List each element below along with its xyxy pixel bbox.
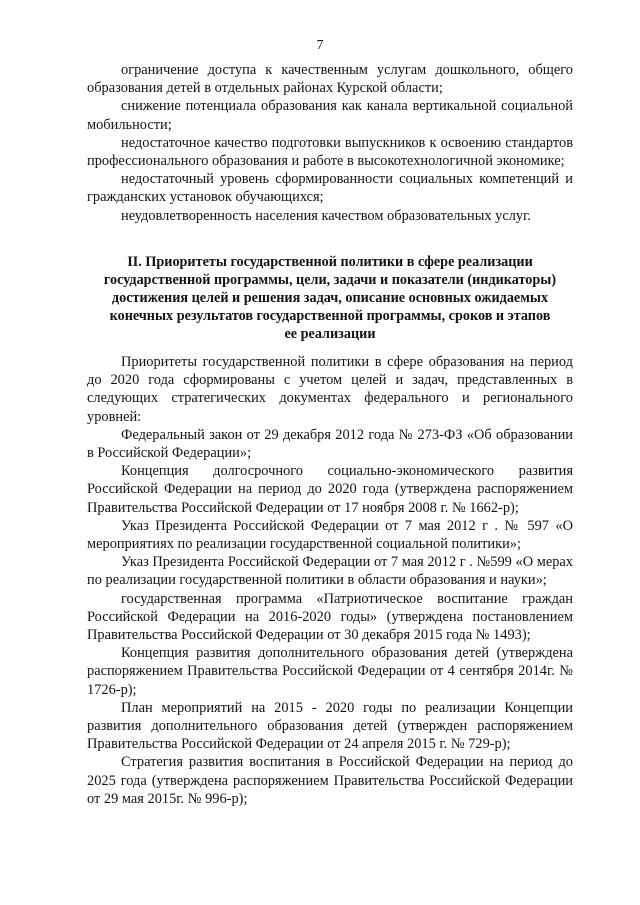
document-item: План мероприятий на 2015 - 2020 годы по реализации Концепции развития дополнительного образования детей (утвержден распоряжением Правительства Российской Федерации от 24 апреля 2015 г. № 729-р); — [87, 699, 573, 753]
section-heading — [98, 254, 562, 344]
section-heading-line: ее реализации — [284, 325, 376, 342]
problem-item: неудовлетворенность населения качеством образовательных услуг. — [121, 207, 531, 224]
document-item: Концепция долгосрочного социально-экономического развития Российской Федерации на период до 2020 года (утверждена распоряжением Правительства Российской Федерации от 17 ноября 2008 г. № 1662-р); — [87, 463, 573, 516]
problem-item: недостаточный уровень сформированности социальных компетенций и гражданских установок обучающихся; — [87, 171, 573, 206]
section-heading-line: достижения целей и решения задач, описание основных ожидаемых — [111, 289, 549, 306]
problem-item: снижение потенциала образования как канала вертикальной социальной мобильности; — [87, 98, 573, 133]
section-heading-line: государственной программы, цели, задачи и показатели (индикаторы) — [103, 271, 557, 288]
problems-list — [87, 61, 573, 225]
document-item: Указ Президента Российской Федерации от 7 мая 2012 г . №599 «О мерах по реализации государственной политики в области образования и науки»; — [87, 554, 573, 589]
section-heading-line: II. Приоритеты государственной политики в сфере реализации — [127, 254, 533, 270]
strategic-documents-list — [87, 353, 573, 808]
document-item: Концепция развития дополнительного образования детей (утверждена распоряжением Правительства Российской Федерации от 4 сентября 2014г. № 1726-р); — [87, 645, 573, 698]
problem-item: недостаточное качество подготовки выпускников к освоению стандартов профессионального образования и работе в высокотехнологичной экономике; — [87, 134, 573, 170]
problem-item: ограничение доступа к качественным услугам дошкольного, общего образования детей в отдельных районах Курской области; — [87, 62, 573, 97]
document-item: Указ Президента Российской Федерации от 7 мая 2012 г . № 597 «О мероприятиях по реализации государственной социальной политики»; — [87, 517, 573, 553]
document-item: Стратегия развития воспитания в Российской Федерации на период до 2025 года (утверждена распоряжением Правительства Российской Федерации от 29 мая 2015г. № 996-р); — [87, 754, 573, 807]
section-heading-line: конечных результатов государственной программы, сроков и этапов — [109, 307, 551, 324]
body-paragraph: Приоритеты государственной политики в сфере образования на период до 2020 года сформированы с учетом целей и задач, представленных в следующих стратегических документах федерального и регионального уровней: — [87, 354, 573, 425]
page-number: 7 — [316, 38, 324, 53]
document-item: государственная программа «Патриотическое воспитание граждан Российской Федерации на 2016-2020 годы» (утверждена постановлением Правительства Российской Федерации от 30 декабря 2015 года № 1493); — [87, 590, 573, 644]
document-item: Федеральный закон от 29 декабря 2012 года № 273-ФЗ «Об образовании в Российской Федерации»; — [87, 426, 573, 462]
